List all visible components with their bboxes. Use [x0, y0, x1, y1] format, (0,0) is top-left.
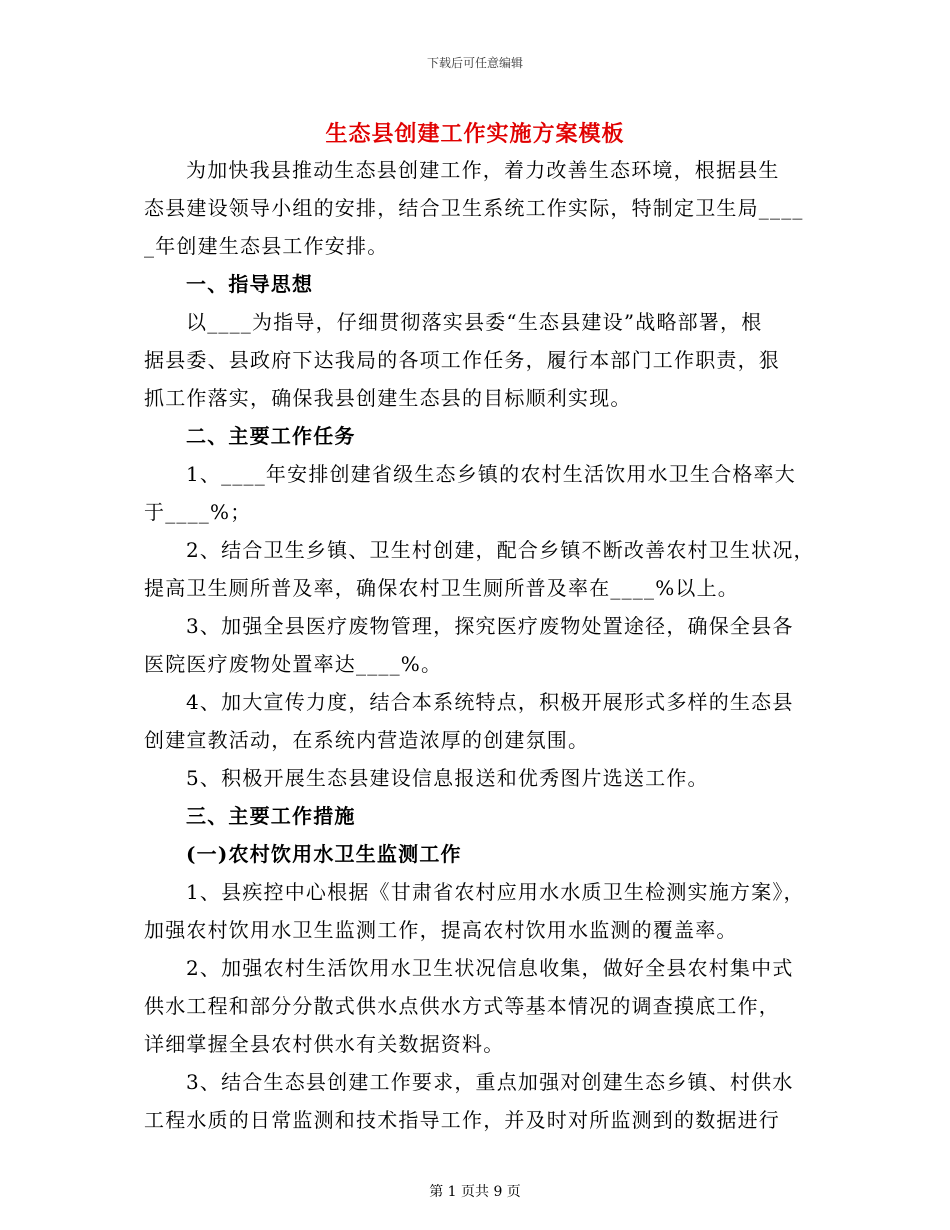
- measure-item-2-line-2: 供水工程和部分分散式供水点供水方式等基本情况的调查摸底工作，: [144, 994, 780, 1018]
- measure-item-1-line-1: 1、县疾控中心根据《甘肃省农村应用水水质卫生检测实施方案》，: [186, 880, 805, 904]
- task-item-4-line-1: 4、加大宣传力度，结合本系统特点，积极开展形式多样的生态县: [186, 690, 794, 714]
- page-header-note: 下载后可任意编辑: [426, 56, 523, 70]
- intro-line-2: 态县建设领导小组的安排，结合卫生系统工作实际，特制定卫生局____: [144, 196, 804, 220]
- task-item-3-line-1: 3、加强全县医疗废物管理，探究医疗废物处置途径，确保全县各: [186, 614, 794, 638]
- paragraph-line: 抓工作落实，确保我县创建生态县的目标顺利实现。: [144, 386, 632, 410]
- task-item-2-line-1: 2、结合卫生乡镇、卫生村创建，配合乡镇不断改善农村卫生状况，: [186, 538, 815, 562]
- task-item-4-line-2: 创建宣教活动，在系统内营造浓厚的创建氛围。: [144, 728, 590, 752]
- subsection-heading-water-monitoring: (一)农村饮用水卫生监测工作: [186, 842, 462, 866]
- intro-line-3: _年创建生态县工作安排。: [144, 234, 389, 258]
- paragraph-line: 以____为指导，仔细贯彻落实县委“生态县建设”战略部署，根: [186, 310, 763, 334]
- document-title: 生态县创建工作实施方案模板: [325, 121, 625, 147]
- measure-item-2-line-3: 详细掌握全县农村供水有关数据资料。: [144, 1032, 505, 1056]
- measure-item-3-line-2: 工程水质的日常监测和技术指导工作，并及时对所监测到的数据进行: [144, 1108, 780, 1132]
- task-item-1-line-1: 1、____年安排创建省级生态乡镇的农村生活饮用水卫生合格率大: [186, 462, 796, 486]
- intro-line-1: 为加快我县推动生态县创建工作，着力改善生态环境，根据县生: [186, 158, 780, 182]
- task-item-1-line-2: 于____%；: [144, 500, 252, 524]
- paragraph-line: 据县委、县政府下达我局的各项工作任务，履行本部门工作职责，狠: [144, 348, 780, 372]
- measure-item-1-line-2: 加强农村饮用水卫生监测工作，提高农村饮用水监测的覆盖率。: [144, 918, 738, 942]
- page-number-footer: 第 1 页共 9 页: [429, 1184, 521, 1200]
- measure-item-2-line-1: 2、加强农村生活饮用水卫生状况信息收集，做好全县农村集中式: [186, 956, 794, 980]
- task-item-5: 5、积极开展生态县建设信息报送和优秀图片选送工作。: [186, 766, 709, 790]
- section-heading-main-tasks: 二、主要工作任务: [186, 424, 356, 448]
- section-heading-main-measures: 三、主要工作措施: [186, 804, 356, 828]
- section-heading-guiding-ideology: 一、指导思想: [186, 272, 314, 296]
- task-item-3-line-2: 医院医疗废物处置率达____%。: [144, 652, 443, 676]
- task-item-2-line-2: 提高卫生厕所普及率，确保农村卫生厕所普及率在____%以上。: [144, 576, 740, 600]
- measure-item-3-line-1: 3、结合生态县创建工作要求，重点加强对创建生态乡镇、村供水: [186, 1070, 794, 1094]
